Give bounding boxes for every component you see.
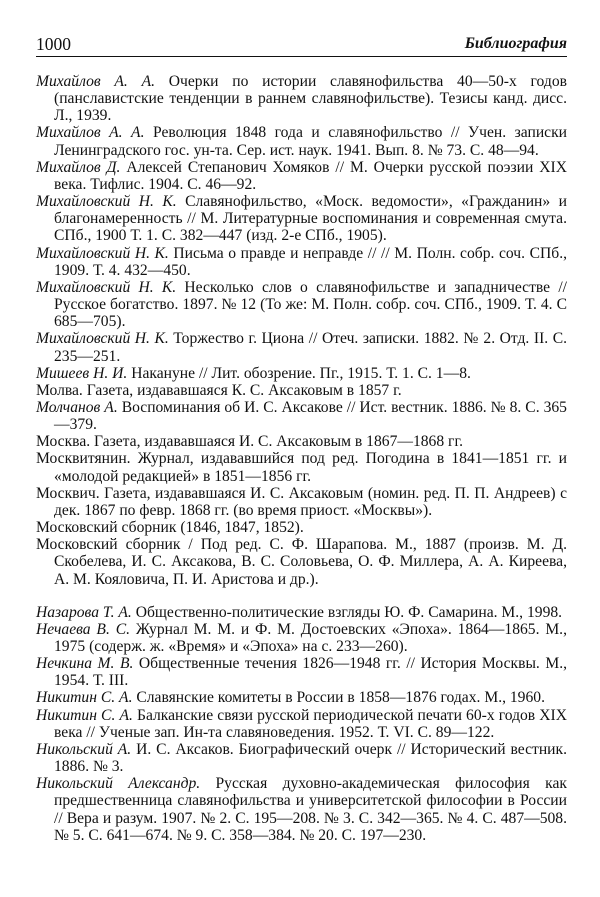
bibliography-entry: [36, 73, 567, 124]
entry-author: Михайловский Н. К.: [36, 278, 177, 296]
running-title: Библиография: [464, 35, 567, 52]
bibliography-entry: [36, 689, 567, 706]
entry-text: Москвитянин. Журнал, издававшийся под ред. Погодина в 1841—1851 гг. и «молодой редакцией» в 1851—1856 гг.: [36, 450, 567, 485]
entry-text: Москва. Газета, издававшаяся И. С. Аксаковым в 1867—1868 гг.: [36, 433, 463, 451]
bibliography-entry: [36, 245, 567, 279]
entry-text: Славянские комитеты в России в 1858—1876 годах. М., 1960.: [132, 689, 545, 707]
entry-text: Общественно-политические взгляды Ю. Ф. Самарина. М., 1998.: [131, 603, 563, 621]
bibliography-entry: [36, 775, 567, 844]
entry-author: Нечкина М. В.: [36, 655, 134, 673]
bibliography-entry: [36, 485, 567, 519]
bibliography-entry: [36, 399, 567, 433]
bibliography-entry: [36, 519, 567, 536]
entry-author: Михайловский Н. К.: [36, 330, 169, 348]
entry-text: Московский сборник / Под ред. С. Ф. Шарапова. М., 1887 (произв. М. Д. Скобелева, И. С. Аксакова, В. С. Соловьева, О. Ф. Миллера, А. А. Киреева, А. М. Кояловича, П. И. Аристова и др.).: [36, 536, 567, 588]
entry-text: Революция 1848 года и славянофильство // Учен. записки Ленинградского гос. ун-та. Сер. ист. наук. 1941. Вып. 8. № 73. С. 48—94.: [54, 124, 568, 159]
entry-text: Балканские связи русской периодической печати 60-х годов XIX века // Ученые зап. Ин-та славяноведения. 1952. Т. VI. С. 89—122.: [54, 706, 567, 741]
entry-text: Воспоминания об И. С. Аксакове // Ист. вестник. 1886. № 8. С. 365—379.: [54, 398, 567, 434]
entry-author: Нечаева В. С.: [36, 620, 130, 638]
entry-author: Никольский А.: [36, 740, 132, 758]
entry-author: Михайлов А. А.: [36, 73, 155, 90]
entry-text: Московский сборник (1846, 1847, 1852).: [36, 519, 304, 537]
bibliography-entry: [36, 433, 567, 450]
entry-text: Славянофильство, «Моск. ведомости», «Гражданин» и благонамеренность // М. Литературные воспоминания и современная смута. СПб., 1900 Т. 1. С. 382—447 (изд. 2-е СПб., 1905).: [54, 193, 568, 245]
bibliography-entry: [36, 621, 567, 655]
bibliography-entry: [36, 655, 567, 689]
entry-author: Назарова Т. А.: [36, 603, 132, 621]
entry-author: Михайловский Н. К.: [36, 244, 169, 262]
entry-author: Михайлов Д.: [36, 158, 121, 176]
entry-text: Русская духовно-академическая философия как предшественница славянофильства и университетской философии в России // Вера и разум. 1907. № 2. С. 195—208. № 3. С. 342—365. № 4. С. 487—508. № 5. С. 641—674. № 9. С. 358—384. № 20. С. 197—230.: [54, 775, 567, 844]
entry-author: Михайлов А. А.: [36, 124, 145, 142]
bibliography-entry: [36, 193, 567, 244]
bibliography-entry: [36, 450, 567, 484]
entry-text: Очерки по истории славянофильства 40—50-х годов (панславистские тенденции в раннем славянофильстве). Тезисы канд. дисс. Л., 1939.: [54, 73, 567, 125]
bibliography-entry: [36, 707, 567, 741]
bibliography-entry: [36, 124, 567, 158]
bibliography-entry: [36, 741, 567, 775]
entry-author: Михайловский Н. К.: [36, 193, 177, 211]
entry-author: Молчанов А.: [36, 398, 118, 416]
entry-text: Несколько слов о славянофильстве и западничестве // Русское богатство. 1897. № 12 (То же: М. Полн. собр. соч. СПб., 1909. Т. 4. С 685—705).: [54, 278, 567, 331]
entry-text: Письма о правде и неправде // // М. Полн. собр. соч. СПб., 1909. Т. 4. 432—450.: [54, 244, 567, 279]
entry-text: Москвич. Газета, издававшаяся И. С. Аксаковым (номин. ред. П. П. Андреев) с дек. 1867 по февр. 1868 гг. (во время приост. «Москвы»).: [36, 484, 567, 519]
page-header: [36, 34, 567, 57]
bibliography-entry: [36, 536, 567, 587]
page-number: 1000: [36, 34, 71, 54]
bibliography-list: [36, 73, 567, 844]
entry-text: И. С. Аксаков. Биографический очерк // Исторический вестник. 1886. № 3.: [54, 740, 567, 776]
entry-text: Накануне // Лит. обозрение. Пг., 1915. Т. 1. С. 1—8.: [127, 364, 471, 382]
entry-author: Мишеев Н. И.: [36, 364, 128, 382]
entry-author: Никитин С. А.: [36, 706, 133, 724]
bibliography-entry: [36, 279, 567, 330]
section-gap: [36, 588, 567, 604]
entry-text: Алексей Степанович Хомяков // М. Очерки русской поэзии XIX века. Тифлис. 1904. С. 46—92.: [54, 158, 568, 193]
bibliography-entry: [36, 604, 567, 621]
entry-author: Никитин С. А.: [36, 689, 133, 707]
bibliography-entry: [36, 330, 567, 364]
entry-author: Никольский Александр.: [36, 775, 201, 793]
bibliography-entry: [36, 159, 567, 193]
entry-text: Журнал М. М. и Ф. М. Достоевских «Эпоха». 1864—1865. М., 1975 (содерж. ж. «Время» и «Эпоха» на с. 233—260).: [54, 620, 567, 655]
entry-text: Молва. Газета, издававшаяся К. С. Аксаковым в 1857 г.: [36, 381, 402, 399]
bibliography-entry: [36, 382, 567, 399]
entry-text: Торжество г. Циона // Отеч. записки. 1882. № 2. Отд. II. С. 235—251.: [54, 330, 567, 365]
entry-text: Общественные течения 1826—1948 гг. // История Москвы. М., 1954. Т. III.: [54, 655, 567, 690]
bibliography-entry: [36, 365, 567, 382]
